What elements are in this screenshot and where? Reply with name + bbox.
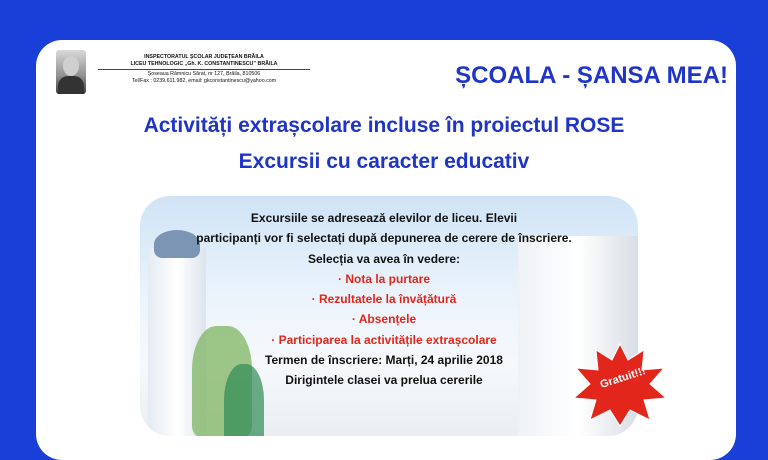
portrait-face xyxy=(63,56,79,76)
criterion-label: Nota la purtare xyxy=(345,271,431,286)
criterion-label: Rezultatele la învățătură xyxy=(318,292,457,307)
bullet-icon: · xyxy=(271,332,276,347)
portrait-suit xyxy=(58,76,84,94)
institution-contact: Tel/Fax : 0239.611.982, email: gkconstantinescu@yahoo.com xyxy=(131,78,277,84)
subtitle-excursions: Excursii cu caracter educativ xyxy=(238,150,530,173)
bullet-icon: · xyxy=(351,312,356,327)
body-line: Selecția va avea în vedere: xyxy=(307,251,461,266)
body-line: Excursiile se adresează elevilor de liceu. Elevii xyxy=(250,211,518,225)
note-text: Dirigintele clasei va prelua cererile xyxy=(285,373,483,388)
deadline-text: Termen de înscriere: Marți, 24 aprilie 2018 xyxy=(265,353,503,368)
institution-text xyxy=(98,54,310,85)
criterion-item xyxy=(0,289,768,309)
institution-line: INSPECTORATUL ȘCOLAR JUDEȚEAN BRĂILA xyxy=(144,54,264,60)
poster-title: ȘCOALA - ȘANSA MEA! xyxy=(455,62,728,89)
founder-portrait xyxy=(56,50,86,94)
bullet-icon: · xyxy=(311,292,316,307)
criterion-item xyxy=(0,269,768,289)
school-header xyxy=(56,50,316,100)
free-badge-label: Gratuit!!! xyxy=(598,365,648,391)
criterion-label: Participarea la activitățile extrașcolare xyxy=(278,332,497,347)
subtitle-activities: Activități extrașcolare incluse în proiectul ROSE xyxy=(143,114,625,137)
body-line: participanți vor fi selectați după depunerea de cerere de înscriere. xyxy=(196,231,572,246)
criterion-label: Absențele xyxy=(358,312,417,327)
bullet-icon: · xyxy=(337,271,342,286)
institution-line: LICEU TEHNOLOGIC „Gh. K. CONSTANTINESCU” BRĂILA xyxy=(130,61,278,67)
criterion-item xyxy=(0,309,768,329)
header-divider xyxy=(98,69,310,70)
institution-address: Șoseaua Râmnicu Sărat, nr 127, Brăila, 810506 xyxy=(147,71,261,77)
